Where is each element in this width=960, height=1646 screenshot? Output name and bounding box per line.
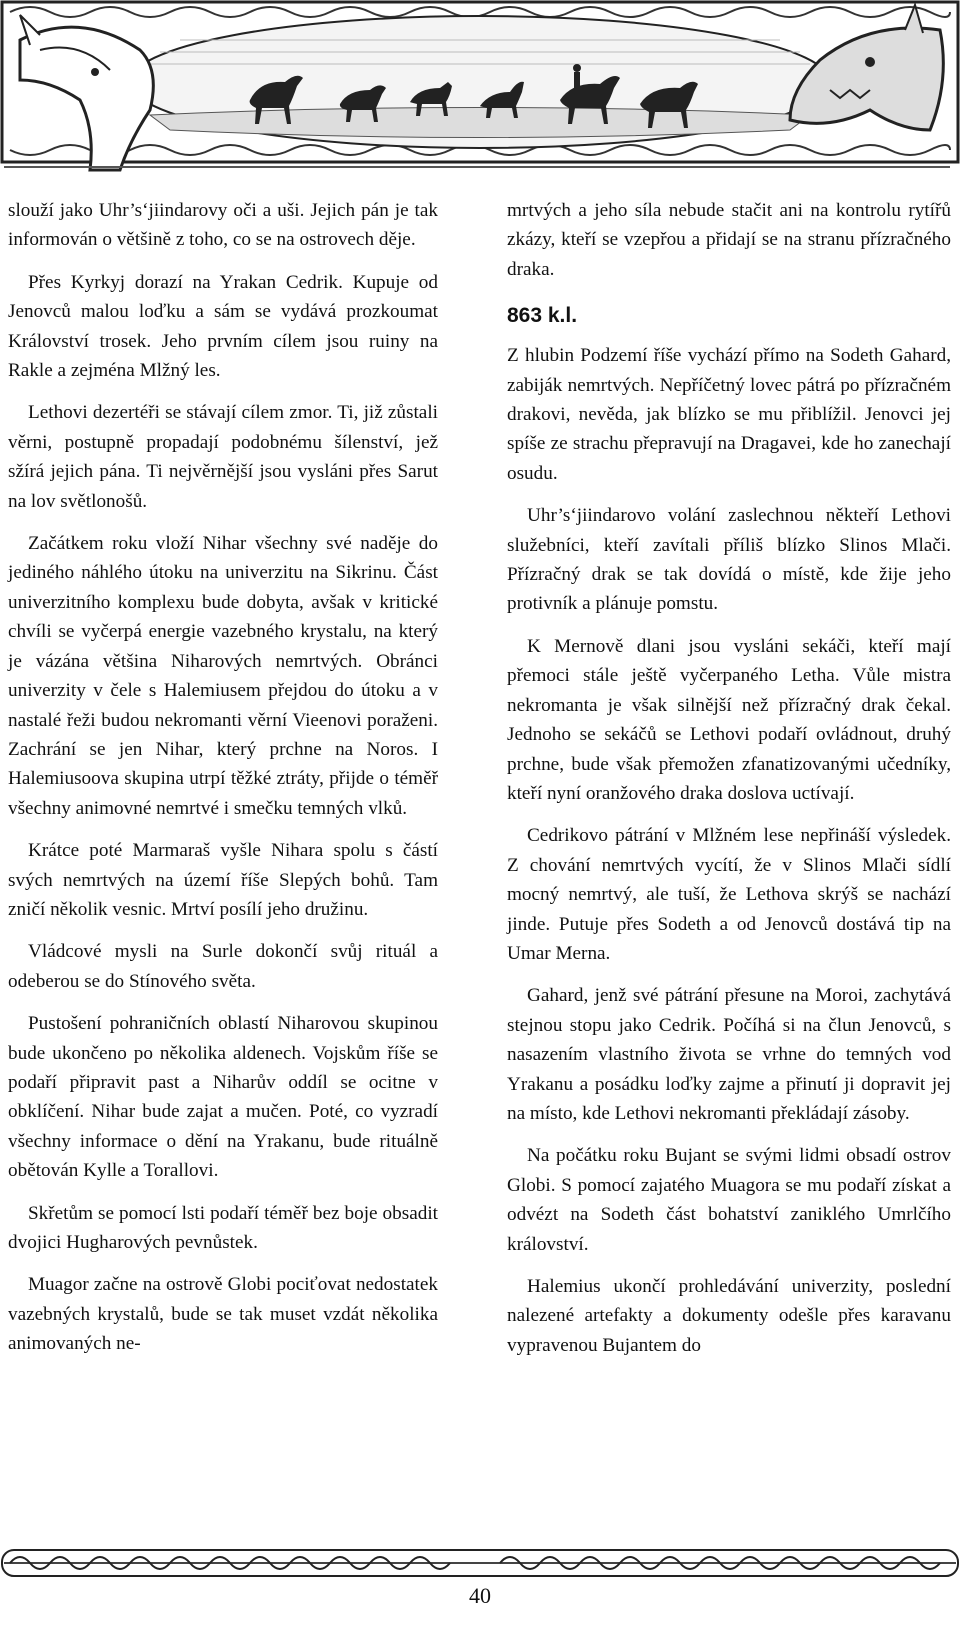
paragraph: Skřetům se pomocí lsti podaří téměř bez boje obsadit dvojici Hugharových pevnůstek.	[8, 1202, 438, 1253]
page-number: 40	[469, 1583, 491, 1608]
paragraph: Pustošení pohraničních oblastí Niharovou skupinou bude ukončeno po několika aldenech. Vojskům říše se podaří připravit past a Niharův oddíl se ocitne v obklíčení. Nihar bude zajat a mučen. Poté, co vyzradí všechny informace o dění na Yrakanu, bude rituálně obětován Kylle a Torallovi.	[8, 1013, 438, 1182]
paragraph-continuation: mrtvých a jeho síla nebude stačit ani na kontrolu rytířů zkázy, kteří se vzepřou a přidají se na stranu přízračného draka.	[507, 200, 951, 280]
paragraph: Halemius ukončí prohledávání univerzity, poslední nalezené artefakty a dokumenty odešle přes karavanu vypravenou Bujantem do	[507, 1276, 951, 1356]
footer-ornament	[0, 1548, 960, 1578]
header-divider	[4, 166, 950, 168]
paragraph: slouží jako Uhr’s‘jiindarovy oči a uši. Jejich pán je tak informován o většině z toho, co se na ostrovech děje.	[8, 200, 438, 251]
right-column	[507, 196, 951, 1373]
paragraph: Přes Kyrkyj dorazí na Yrakan Cedrik. Kupuje od Jenovců malou loďku a sám se vydává prozkoumat Království trosek. Jeho prvním cílem jsou ruiny na Rakle a zejména Mlžný les.	[8, 271, 438, 382]
paragraph: Vládcové mysli na Surle dokončí svůj rituál a odeberou se do Stínového světa.	[8, 941, 438, 992]
paragraph: K Mernově dlani jsou vysláni sekáči, kteří mají přemoci stále ještě vyčerpaného Letha. Vůle mistra nekromanta je však silnější než přízračný drak čekal. Jednoho se sekáčů se Lethovi podaří ovládnout, druhý prchne, bude však přemožen zfanatizovanými učedníky, kteří nyní oranžového draka doslova uctívají.	[507, 635, 951, 804]
paragraph: Z hlubin Podzemí říše vychází přímo na Sodeth Gahard, zabiják nemrtvých. Nepříčetný lovec pátrá po přízračném drakovi, nevěda, jak blízko se mu přiblížil. Jenovci jej spíše ze strachu přepravují na Dragavei, kde ho zanechají osudu.	[507, 345, 951, 484]
header-banner-illustration	[0, 0, 960, 172]
paragraph: Muagor začne na ostrově Globi pociťovat nedostatek vazebných krystalů, bude se tak muset vzdát několika animovaných ne-	[8, 1274, 438, 1355]
left-column	[8, 196, 438, 1372]
section-heading: 863 k.l.	[507, 304, 578, 328]
paragraph: Uhr’s‘jiindarovo volání zaslechnou někteří Lethovi služebníci, kteří zavítali příliš blízko Slinos Mlači. Přízračný drak se tak dovídá o místě, kde žije jeho protivník a plánuje pomstu.	[507, 505, 951, 615]
paragraph: Krátce poté Marmaraš vyšle Nihara spolu s částí svých nemrtvých na území říše Slepých bohů. Tam zničí několik vesnic. Mrtví posílí jeho družinu.	[8, 840, 438, 920]
paragraph: Gahard, jenž své pátrání přesune na Moroi, zachytává stejnou stopu jako Cedrik. Počíhá si na člun Jenovců, s nasazením vlastního života se vrhne do temných vod Yrakanu a posádku loďky zajme a přinutí ji dopravit jej na místo, kde Lethovi nekromanti překládají zásoby.	[507, 985, 951, 1124]
paragraph: Začátkem roku vloží Nihar všechny své naděje do jediného náhlého útoku na univerzitu na Sikrinu. Část univerzitního komplexu bude dobyta, avšak v kritické chvíli se vyčerpá energie vazebného krystalu, na který je vázána většina Niharových nemrtvých. Obránci univerzity v čele s Halemiusem přejdou do útoku a v nastalé řeži budou nekromanti věrní Vieenovi poraženi. Zachrání se jen Nihar, který prchne na Noros. I Halemiusoova skupina utrpí těžké ztráty, přijde o téměř všechny animovné nemrtvé i smečku temných vlků.	[8, 533, 438, 819]
paragraph: Cedrikovo pátrání v Mlžném lese nepřináší výsledek. Z chování nemrtvých vycítí, že v Slinos Mlači sídlí mocný nemrtvý, ale tuší, že Lethova skrýš se nachází jinde. Putuje přes Sodeth a od Jenovců dostává tip na Umar Merna.	[507, 825, 951, 964]
paragraph: Lethovi dezertéři se stávají cílem zmor. Ti, již zůstali věrni, postupně propadají podobnému šílenství, jež sžírá jejich pána. Ti nejvěrnější jsou vysláni přes Sarut na lov světlonošů.	[8, 402, 438, 512]
paragraph: Na počátku roku Bujant se svými lidmi obsadí ostrov Globi. S pomocí zajatého Muagora se mu podaří získat a odvézt na Sodeth část bohatství zaniklého Umrlčího království.	[507, 1145, 951, 1255]
